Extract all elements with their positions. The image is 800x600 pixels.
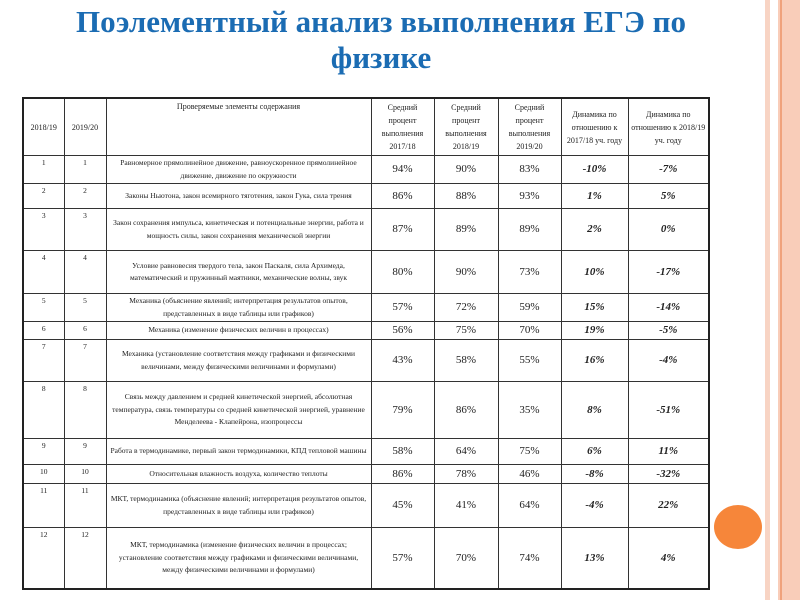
- dynamics-vs-2017-18: -10%: [561, 156, 628, 184]
- percent-2019-20: 93%: [498, 184, 561, 209]
- row-number-2019: 8: [64, 382, 106, 439]
- percent-2019-20: 75%: [498, 439, 561, 465]
- table-row: [23, 439, 709, 465]
- dynamics-vs-2017-18: 16%: [561, 340, 628, 382]
- row-number-2019: 9: [64, 439, 106, 465]
- percent-2017-18: 86%: [371, 465, 434, 484]
- row-number-2019: 10: [64, 465, 106, 484]
- table-row: [23, 382, 709, 439]
- row-number-2019: 7: [64, 340, 106, 382]
- decor-line: [780, 0, 782, 600]
- content-element: Относительная влажность воздуха, количество теплоты: [106, 465, 371, 484]
- content-element: Работа в термодинамике, первый закон термодинамики, КПД тепловой машины: [106, 439, 371, 465]
- percent-2017-18: 94%: [371, 156, 434, 184]
- percent-2017-18: 87%: [371, 209, 434, 251]
- percent-2017-18: 79%: [371, 382, 434, 439]
- content-element: Механика (установление соответствия между графиками и физическими величинами, между физическими величинами и формулами): [106, 340, 371, 382]
- dynamics-vs-2017-18: 19%: [561, 322, 628, 340]
- table-row: [23, 156, 709, 184]
- dynamics-vs-2018-19: 22%: [628, 484, 709, 528]
- dynamics-vs-2017-18: 15%: [561, 294, 628, 322]
- content-element: Равномерное прямолинейное движение, равноускоренное прямолинейное движение, движение по окружности: [106, 156, 371, 184]
- percent-2018-19: 70%: [434, 528, 498, 589]
- dynamics-vs-2018-19: -14%: [628, 294, 709, 322]
- table-row: [23, 184, 709, 209]
- dynamics-vs-2017-18: 6%: [561, 439, 628, 465]
- percent-2017-18: 80%: [371, 251, 434, 294]
- row-number-2018: 8: [23, 382, 64, 439]
- table-row: [23, 251, 709, 294]
- header-cell: Динамика по отношению к 2018/19 уч. году: [628, 98, 709, 156]
- table-row: [23, 465, 709, 484]
- dynamics-vs-2017-18: 1%: [561, 184, 628, 209]
- results-table: [22, 97, 710, 590]
- percent-2017-18: 57%: [371, 294, 434, 322]
- row-number-2018: 12: [23, 528, 64, 589]
- dynamics-vs-2018-19: -51%: [628, 382, 709, 439]
- percent-2018-19: 72%: [434, 294, 498, 322]
- header-cell: Средний процент выполнения 2018/19: [434, 98, 498, 156]
- percent-2019-20: 55%: [498, 340, 561, 382]
- table-row: [23, 484, 709, 528]
- percent-2018-19: 78%: [434, 465, 498, 484]
- percent-2018-19: 75%: [434, 322, 498, 340]
- table-header-row: [23, 98, 709, 156]
- percent-2019-20: 74%: [498, 528, 561, 589]
- percent-2017-18: 43%: [371, 340, 434, 382]
- dynamics-vs-2018-19: -32%: [628, 465, 709, 484]
- row-number-2018: 7: [23, 340, 64, 382]
- decor-stripe: [765, 0, 770, 600]
- row-number-2019: 11: [64, 484, 106, 528]
- dynamics-vs-2017-18: 2%: [561, 209, 628, 251]
- percent-2018-19: 41%: [434, 484, 498, 528]
- dynamics-vs-2018-19: -7%: [628, 156, 709, 184]
- percent-2019-20: 83%: [498, 156, 561, 184]
- dynamics-vs-2017-18: 13%: [561, 528, 628, 589]
- percent-2019-20: 89%: [498, 209, 561, 251]
- row-number-2019: 3: [64, 209, 106, 251]
- percent-2019-20: 70%: [498, 322, 561, 340]
- row-number-2019: 1: [64, 156, 106, 184]
- content-element: Механика (изменение физических величин в процессах): [106, 322, 371, 340]
- table-row: [23, 528, 709, 589]
- percent-2018-19: 89%: [434, 209, 498, 251]
- percent-2019-20: 46%: [498, 465, 561, 484]
- slide-title: Поэлементный анализ выполнения ЕГЭ по физике: [76, 4, 686, 75]
- header-cell: Средний процент выполнения 2017/18: [371, 98, 434, 156]
- content-element: Связь между давлением и средней кинетической энергией, абсолютная температура, связь температуры со средней кинетической энергией, уравнение Менделеева - Клапейрона, изопроцессы: [106, 382, 371, 439]
- decor-circle: [714, 505, 762, 549]
- row-number-2018: 11: [23, 484, 64, 528]
- dynamics-vs-2017-18: 8%: [561, 382, 628, 439]
- dynamics-vs-2018-19: 5%: [628, 184, 709, 209]
- dynamics-vs-2017-18: -8%: [561, 465, 628, 484]
- row-number-2018: 6: [23, 322, 64, 340]
- row-number-2019: 6: [64, 322, 106, 340]
- table-row: [23, 340, 709, 382]
- percent-2018-19: 90%: [434, 251, 498, 294]
- percent-2017-18: 57%: [371, 528, 434, 589]
- row-number-2018: 10: [23, 465, 64, 484]
- dynamics-vs-2017-18: -4%: [561, 484, 628, 528]
- row-number-2019: 5: [64, 294, 106, 322]
- content-element: Механика (объяснение явлений; интерпретация результатов опытов, представленных в виде таблицы или графиков): [106, 294, 371, 322]
- percent-2017-18: 86%: [371, 184, 434, 209]
- header-cell: Проверяемые элементы содержания: [106, 98, 371, 156]
- percent-2018-19: 90%: [434, 156, 498, 184]
- content-element: МКТ, термодинамика (объяснение явлений; интерпретация результатов опытов, представленных в виде таблицы или графиков): [106, 484, 371, 528]
- content-element: Закон сохранения импульса, кинетическая и потенциальные энергии, работа и мощность силы, закон сохранения механической энергии: [106, 209, 371, 251]
- header-cell: 2018/19: [23, 98, 64, 156]
- row-number-2018: 4: [23, 251, 64, 294]
- content-element: Законы Ньютона, закон всемирного тяготения, закон Гука, сила трения: [106, 184, 371, 209]
- header-cell: Динамика по отношению к 2017/18 уч. году: [561, 98, 628, 156]
- dynamics-vs-2017-18: 10%: [561, 251, 628, 294]
- dynamics-vs-2018-19: 11%: [628, 439, 709, 465]
- dynamics-vs-2018-19: -17%: [628, 251, 709, 294]
- row-number-2018: 3: [23, 209, 64, 251]
- percent-2018-19: 58%: [434, 340, 498, 382]
- content-element: Условие равновесия твердого тела, закон Паскаля, сила Архимеда, математический и пружинный маятники, механические волны, звук: [106, 251, 371, 294]
- row-number-2018: 2: [23, 184, 64, 209]
- percent-2018-19: 86%: [434, 382, 498, 439]
- percent-2019-20: 64%: [498, 484, 561, 528]
- percent-2017-18: 56%: [371, 322, 434, 340]
- percent-2018-19: 64%: [434, 439, 498, 465]
- percent-2018-19: 88%: [434, 184, 498, 209]
- row-number-2018: 9: [23, 439, 64, 465]
- dynamics-vs-2018-19: 4%: [628, 528, 709, 589]
- row-number-2018: 1: [23, 156, 64, 184]
- row-number-2018: 5: [23, 294, 64, 322]
- dynamics-vs-2018-19: -5%: [628, 322, 709, 340]
- percent-2019-20: 35%: [498, 382, 561, 439]
- percent-2017-18: 45%: [371, 484, 434, 528]
- header-cell: Средний процент выполнения 2019/20: [498, 98, 561, 156]
- row-number-2019: 4: [64, 251, 106, 294]
- table-row: [23, 294, 709, 322]
- header-cell: 2019/20: [64, 98, 106, 156]
- content-element: МКТ, термодинамика (изменение физических величин в процессах; установление соответствия между графиками и физическими величинами, между физическими величинами и формулами): [106, 528, 371, 589]
- row-number-2019: 2: [64, 184, 106, 209]
- table-row: [23, 209, 709, 251]
- table-row: [23, 322, 709, 340]
- percent-2019-20: 73%: [498, 251, 561, 294]
- dynamics-vs-2018-19: 0%: [628, 209, 709, 251]
- percent-2017-18: 58%: [371, 439, 434, 465]
- percent-2019-20: 59%: [498, 294, 561, 322]
- row-number-2019: 12: [64, 528, 106, 589]
- dynamics-vs-2018-19: -4%: [628, 340, 709, 382]
